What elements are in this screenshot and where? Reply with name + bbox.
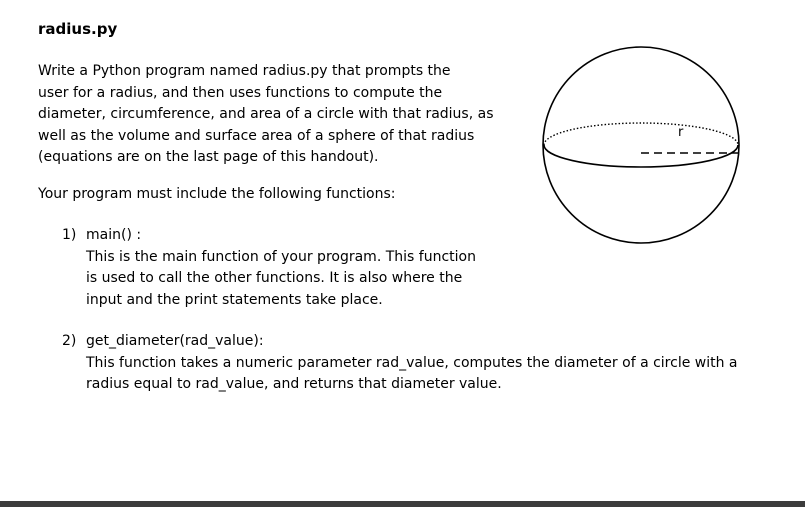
functions-heading: Your program must include the following functions:	[38, 186, 396, 202]
description-line: radius equal to rad_value, and returns that diameter value.	[86, 376, 502, 392]
function-description	[86, 247, 476, 312]
description-line: This function takes a numeric parameter rad_value, computes the diameter of a circle with a	[86, 354, 738, 371]
equator-back-arc	[544, 123, 738, 145]
intro-line: well as the volume and surface area of a sphere of that radius	[38, 127, 475, 144]
description-line: This is the main function of your program. This function	[86, 248, 476, 265]
description-line: input and the print statements take place.	[86, 291, 383, 308]
intro-line: Write a Python program named radius.py that prompts the	[38, 63, 451, 79]
sphere-diagram	[541, 45, 741, 245]
item-number: 2)	[62, 333, 77, 349]
intro-line: diameter, circumference, and area of a circle with that radius, as	[38, 106, 494, 122]
intro-line: user for a radius, and then uses functions to compute the	[38, 84, 443, 101]
document-title: radius.py	[38, 20, 118, 38]
function-name: get_diameter(rad_value):	[86, 333, 264, 349]
equator-front-arc	[544, 145, 738, 167]
description-line: is used to call the other functions. It is also where the	[86, 270, 463, 286]
function-name: main() :	[86, 227, 142, 243]
intro-paragraph	[38, 61, 508, 169]
intro-line: (equations are on the last page of this handout).	[38, 149, 379, 165]
function-item-main	[62, 225, 502, 315]
function-item-get-diameter	[62, 331, 762, 401]
item-number: 1)	[62, 227, 77, 243]
function-description	[86, 353, 738, 396]
sphere-outline	[543, 47, 739, 243]
radius-label: r	[678, 125, 684, 140]
bottom-border	[0, 501, 805, 507]
